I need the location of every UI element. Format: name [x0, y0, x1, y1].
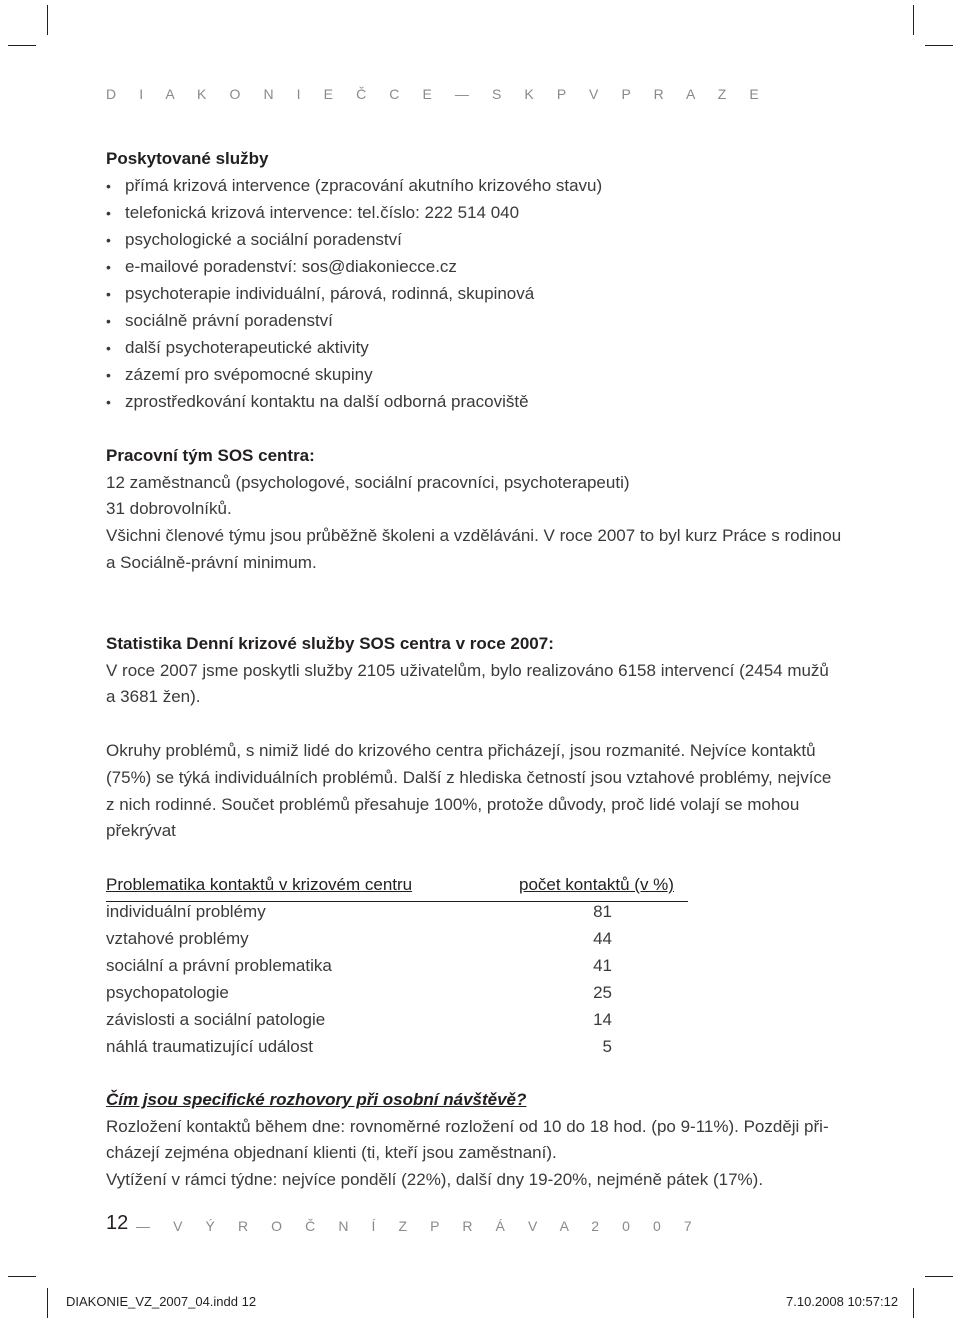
slug-date-info: 7.10.2008 10:57:12 [786, 1294, 899, 1309]
table-cell-value: 5 [602, 1037, 612, 1056]
problems-line: z nich rodinné. Součet problémů přesahuje 100%, protože důvody, proč lidé volají se mohou [106, 795, 800, 814]
list-item-text: zprostředkování kontaktu na další odborná pracoviště [125, 392, 529, 411]
list-item-text: další psychoterapeutické aktivity [125, 338, 369, 357]
problems-line: Okruhy problémů, s nimiž lidé do krizového centra přicházejí, jsou rozmanité. Nejvíce kontaktů [106, 741, 816, 760]
table-cell-value: 44 [593, 929, 612, 948]
team-line: 31 dobrovolníků. [106, 499, 232, 518]
statistics-line: a 3681 žen). [106, 687, 201, 706]
list-item-text: psychologické a sociální poradenství [125, 230, 402, 249]
problems-line: překrývat [106, 821, 176, 840]
slug-file-info: DIAKONIE_VZ_2007_04.indd 12 [66, 1294, 257, 1309]
table-cell-label: závislosti a sociální patologie [106, 1010, 326, 1029]
list-item [106, 392, 806, 416]
list-item-text: e-mailové poradenství: sos@diakoniecce.cz [125, 257, 457, 276]
crop-mark-top-right-horizontal [925, 45, 953, 46]
team-line: Všichni členové týmu jsou průběžně školeni a vzděláváni. V roce 2007 to byl kurz Práce s rodinou [106, 526, 842, 545]
bullet-icon: • [106, 178, 111, 194]
list-item [106, 311, 806, 335]
table-cell-label: psychopatologie [106, 983, 229, 1002]
list-item [106, 257, 806, 281]
table-cell-value: 25 [593, 983, 612, 1002]
visits-line: Rozložení kontaktů během dne: rovnoměrné rozložení od 10 do 18 hod. (po 9-11%). Později při- [106, 1117, 829, 1136]
crop-mark-top-left-horizontal [8, 45, 36, 46]
bullet-icon: • [106, 205, 111, 221]
visits-line: Vytížení v rámci týdne: nejvíce pondělí (22%), další dny 19-20%, nejméně pátek (17%). [106, 1170, 764, 1189]
table-cell-label: náhlá traumatizující událost [106, 1037, 313, 1056]
list-item [106, 338, 806, 362]
statistics-line: V roce 2007 jsme poskytli služby 2105 uživatelům, bylo realizováno 6158 intervencí (2454 mužů [106, 661, 829, 680]
services-heading: Poskytované služby [106, 149, 269, 168]
list-item [106, 203, 806, 227]
list-item [106, 230, 806, 254]
crop-mark-bottom-left-vertical [47, 1288, 48, 1318]
table-header-problem: Problematika kontaktů v krizovém centru [106, 875, 413, 894]
list-item [106, 284, 806, 308]
running-header: D I A K O N I E Č C E — S K P V P R A Z E [106, 86, 769, 102]
list-item [106, 365, 806, 389]
list-item-text: sociálně právní poradenství [125, 311, 333, 330]
team-heading: Pracovní tým SOS centra: [106, 446, 315, 465]
bullet-icon: • [106, 232, 111, 248]
table-cell-label: vztahové problémy [106, 929, 249, 948]
table-header-count: počet kontaktů (v %) [519, 875, 674, 894]
list-item-text: zázemí pro svépomocné skupiny [125, 365, 373, 384]
bullet-icon: • [106, 286, 111, 302]
visits-line: cházejí zejména objednaní klienti (ti, kteří jsou zaměstnaní). [106, 1143, 557, 1162]
team-line: a Sociálně-právní minimum. [106, 553, 317, 572]
crop-mark-top-left-vertical [47, 5, 48, 35]
statistics-heading: Statistika Denní krizové služby SOS centra v roce 2007: [106, 634, 554, 653]
bullet-icon: • [106, 340, 111, 356]
list-item-text: telefonická krizová intervence: tel.číslo: 222 514 040 [125, 203, 520, 222]
list-item-text: přímá krizová intervence (zpracování akutního krizového stavu) [125, 176, 603, 195]
crop-mark-bottom-left-horizontal [8, 1276, 36, 1277]
list-item [106, 176, 806, 200]
table-cell-value: 14 [593, 1010, 612, 1029]
bullet-icon: • [106, 367, 111, 383]
table-cell-value: 81 [593, 902, 612, 921]
crop-mark-bottom-right-vertical [913, 1288, 914, 1318]
table-cell-value: 41 [593, 956, 612, 975]
crop-mark-top-right-vertical [913, 5, 914, 35]
footer-title: — V Ý R O Č N Í Z P R Á V A 2 0 0 7 [136, 1218, 702, 1234]
bullet-icon: • [106, 259, 111, 275]
team-line: 12 zaměstnanců (psychologové, sociální pracovníci, psychoterapeuti) [106, 473, 630, 492]
bullet-icon: • [106, 313, 111, 329]
table-header [106, 873, 688, 902]
problems-line: (75%) se týká individuálních problémů. Další z hlediska četností jsou vztahové problémy, nejvíce [106, 768, 832, 787]
table-cell-label: sociální a právní problematika [106, 956, 332, 975]
visits-heading: Čím jsou specifické rozhovory při osobní návštěvě? [106, 1090, 527, 1109]
page-number: 12 [106, 1212, 129, 1234]
crop-mark-bottom-right-horizontal [925, 1276, 953, 1277]
table-cell-label: individuální problémy [106, 902, 266, 921]
bullet-icon: • [106, 394, 111, 410]
list-item-text: psychoterapie individuální, párová, rodinná, skupinová [125, 284, 535, 303]
